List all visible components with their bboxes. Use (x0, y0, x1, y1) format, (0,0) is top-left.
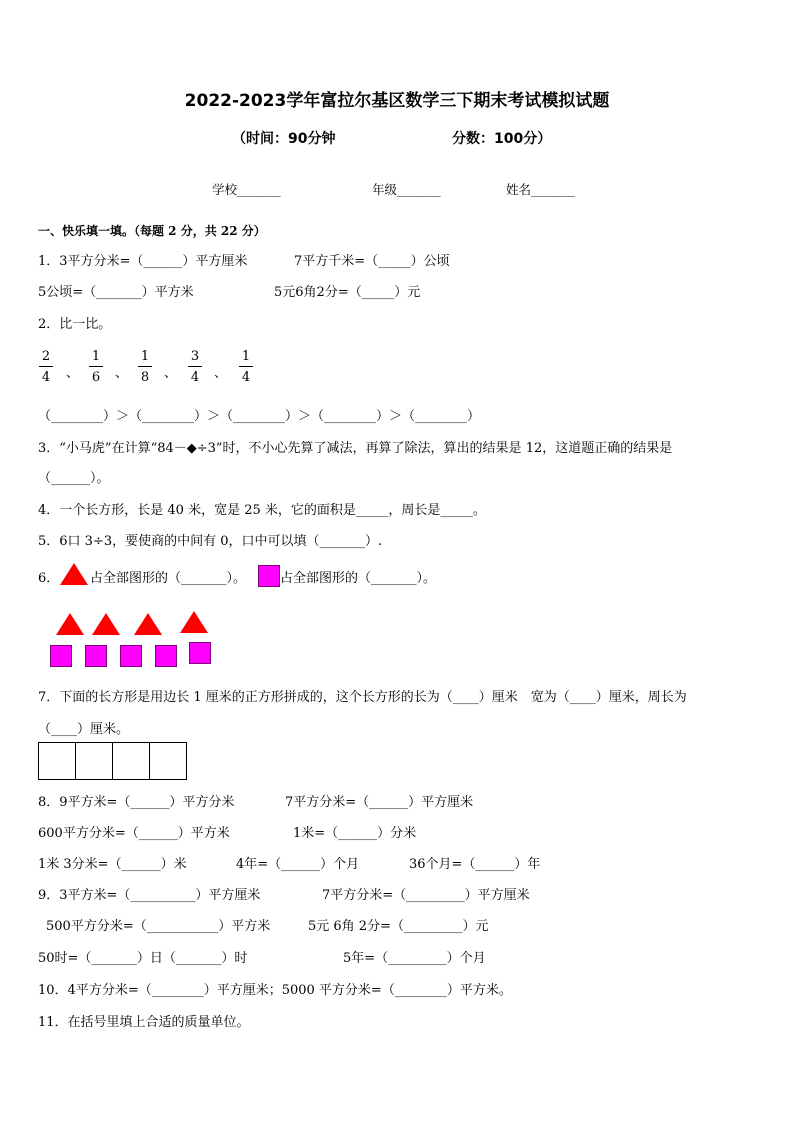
fraction-numerator: 1 (91, 349, 101, 364)
q4-text: 4．一个长方形，长是 40 米，宽是 25 米，它的面积是_____，周长是_____。 (38, 503, 486, 518)
fraction-bar (138, 366, 152, 367)
q8-part-b: 7平方分米=（______）平方厘米 (285, 795, 474, 810)
fraction-denominator: 4 (241, 370, 251, 385)
q9-part-e: 50时=（_______）日（_______）时 (38, 951, 248, 966)
triangle-shape (134, 613, 162, 635)
fraction (39, 349, 53, 385)
q9-part-a: 9．3平方米=（__________）平方厘米 (38, 888, 261, 903)
q6-square-text: 占全部图形的（_______）。 (280, 571, 437, 586)
grid-square (112, 742, 150, 780)
fraction (188, 349, 202, 385)
page-title: 2022-2023学年富拉尔基区数学三下期末考试模拟试题 (184, 91, 610, 111)
fraction-separator: 、 (164, 366, 178, 381)
fraction-bar (188, 366, 202, 367)
square-shape (85, 645, 107, 667)
rectangle-grid (38, 742, 187, 780)
grid-square (75, 742, 113, 780)
q9-part-b: 7平方分米=（_________）平方厘米 (322, 888, 530, 903)
q8-part-e: 1米 3分米=（______）米 (38, 857, 187, 872)
fraction-separator: 、 (214, 366, 228, 381)
fraction-bar (39, 366, 53, 367)
q3-text: 3．“小马虎”在计算“84－◆÷3”时，不小心先算了减法，再算了除法，算出的结果是 12，这道题正确的结果是 (38, 441, 673, 456)
fraction-separator: 、 (115, 366, 129, 381)
fraction-numerator: 1 (241, 349, 251, 364)
fraction-denominator: 6 (91, 370, 101, 385)
triangle-shape (56, 613, 84, 635)
square-shape (50, 645, 72, 667)
q9-part-f: 5年=（_________）个月 (343, 951, 486, 966)
grade-field: 年级_______ (372, 182, 441, 197)
q11-text: 11．在括号里填上合适的质量单位。 (38, 1015, 250, 1030)
q1-part-b: 7平方千米=（_____）公顷 (294, 254, 450, 269)
fraction-separator: 、 (66, 366, 80, 381)
q9-part-d: 5元 6角 2分=（_________）元 (308, 919, 489, 934)
time-label: （时间：90分钟 (232, 131, 336, 147)
square-shape (120, 645, 142, 667)
q9-part-c: 500平方分米=（___________）平方米 (46, 919, 271, 934)
fraction-bar (89, 366, 103, 367)
q2-text: 2．比一比。 (38, 317, 112, 332)
triangle-icon (60, 563, 88, 585)
triangle-shape (180, 611, 208, 633)
q3-blank: （______）。 (38, 471, 110, 486)
q1-part-a: 1．3平方分米=（______）平方厘米 (38, 254, 248, 269)
square-shape (189, 642, 211, 664)
square-shape (155, 645, 177, 667)
name-field: 姓名_______ (506, 182, 575, 197)
q8-part-c: 600平方分米=（______）平方米 (38, 826, 230, 841)
q8-part-g: 36个月=（______）年 (409, 857, 541, 872)
grid-square (38, 742, 76, 780)
fraction-bar (239, 366, 253, 367)
fraction (239, 349, 253, 385)
square-icon (258, 565, 280, 587)
section-heading: 一、快乐填一填。（每题 2 分，共 22 分） (38, 224, 266, 238)
q6-number: 6． (38, 571, 60, 586)
score-label: 分数：100分） (452, 131, 552, 147)
fraction-numerator: 2 (41, 349, 51, 364)
grid-square (149, 742, 187, 780)
q5-text: 5．6口 3÷3，要使商的中间有 0，口中可以填（_______）. (38, 534, 383, 549)
q8-part-d: 1米=（______）分米 (293, 826, 417, 841)
fraction-numerator: 1 (140, 349, 150, 364)
q6-triangle-text: 占全部图形的（_______）。 (90, 571, 247, 586)
q10-text: 10．4平方分米=（________）平方厘米；5000 平方分米=（________）平方米。 (38, 983, 512, 998)
fraction-denominator: 8 (140, 370, 150, 385)
fraction-denominator: 4 (41, 370, 51, 385)
fraction-numerator: 3 (190, 349, 200, 364)
fraction-denominator: 4 (190, 370, 200, 385)
q8-part-f: 4年=（______）个月 (236, 857, 360, 872)
q2-answer-blanks: （________）＞（________）＞（________）＞（________）＞（________） (38, 409, 481, 424)
school-field: 学校_______ (212, 182, 281, 197)
triangle-shape (92, 613, 120, 635)
q7-blank: （____）厘米。 (38, 722, 130, 737)
q1-part-c: 5公顷=（_______）平方米 (38, 285, 194, 300)
fraction (138, 349, 152, 385)
q7-text: 7．下面的长方形是用边长 1 厘米的正方形拼成的，这个长方形的长为（____）厘米 宽为（____）厘米，周长为 (38, 690, 687, 705)
fraction (89, 349, 103, 385)
q8-part-a: 8．9平方米=（______）平方分米 (38, 795, 235, 810)
q1-part-d: 5元6角2分=（_____）元 (274, 285, 421, 300)
